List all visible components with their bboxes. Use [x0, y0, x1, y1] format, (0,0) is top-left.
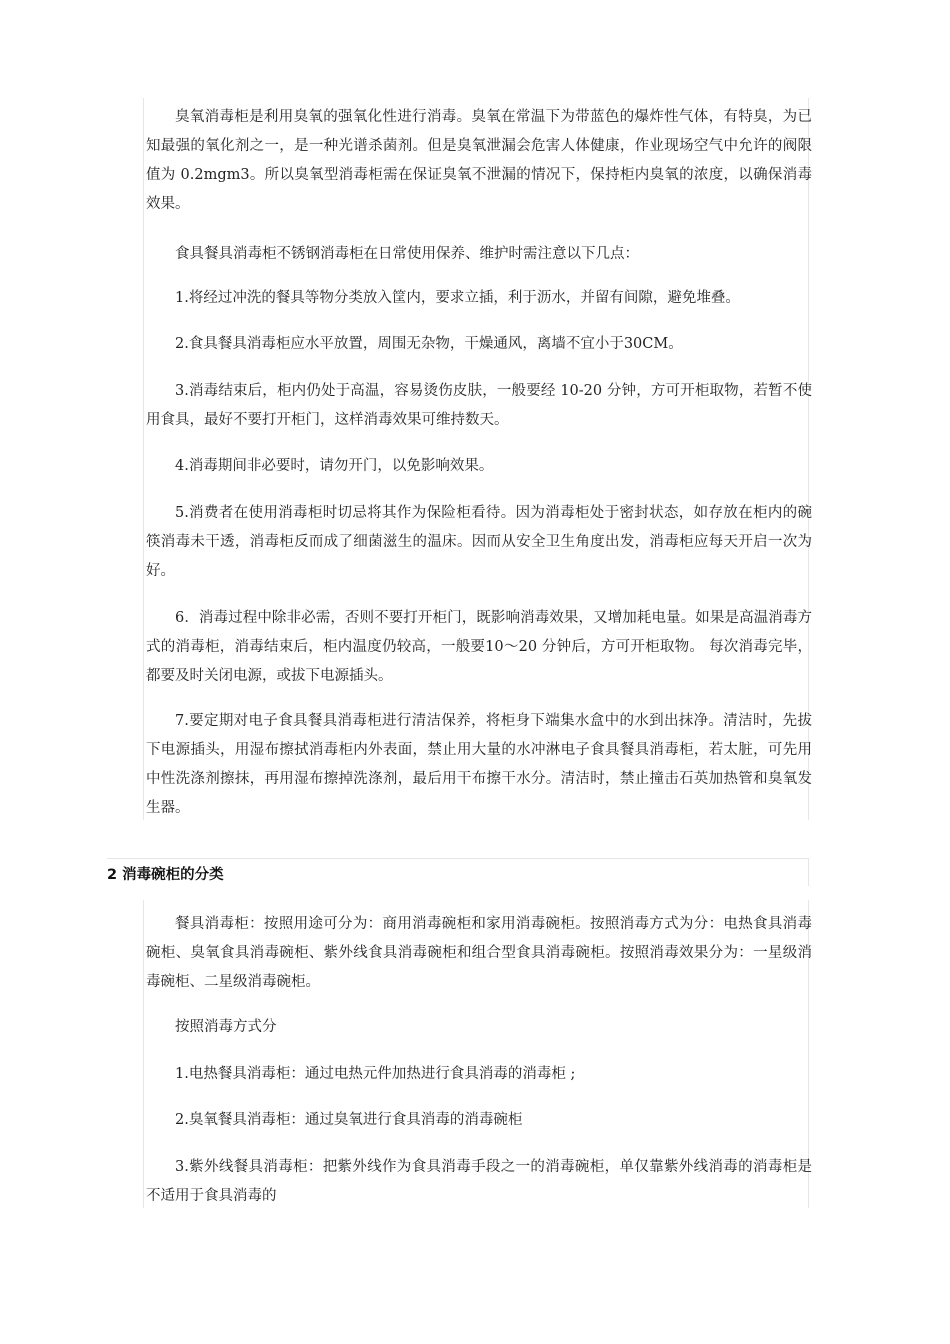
paragraph-item-2: 2.食具餐具消毒柜应水平放置，周围无杂物，干燥通风，离墙不宜小于30CM。	[175, 336, 683, 352]
section-divider	[107, 858, 809, 859]
paragraph-item-5: 5.消费者在使用消毒柜时切忌将其作为保险柜看待。因为消毒柜处于密封状态，如存放在柜内的碗筷消毒未干透，消毒柜反而成了细菌滋生的温床。因而从安全卫生角度出发，消毒柜应每天开启一次为好。	[146, 505, 812, 579]
paragraph-classification-intro: 餐具消毒柜：按照用途可分为：商用消毒碗柜和家用消毒碗柜。按照消毒方式为分：电热食具消毒碗柜、臭氧食具消毒碗柜、紫外线食具消毒碗柜和组合型食具消毒碗柜。按照消毒效果分为：一星级消毒碗柜、二星级消毒碗柜。	[146, 916, 812, 990]
paragraph-type-3: 3.紫外线餐具消毒柜：把紫外线作为食具消毒手段之一的消毒碗柜，单仅靠紫外线消毒的消毒柜是不适用于食具消毒的	[146, 1159, 812, 1204]
right-border-heading	[808, 858, 809, 886]
left-border-top	[143, 98, 144, 820]
paragraph-item-3: 3.消毒结束后，柜内仍处于高温，容易烫伤皮肤，一般要经 10-20 分钟，方可开柜取物，若暂不使用食具，最好不要打开柜门，这样消毒效果可维持数天。	[146, 383, 812, 428]
paragraph-item-1: 1.将经过冲洗的餐具等物分类放入筐内，要求立插，利于沥水，并留有间隙，避免堆叠。	[175, 290, 740, 306]
paragraph-item-4: 4.消毒期间非必要时，请勿开门，以免影响效果。	[175, 458, 494, 474]
paragraph-type-2: 2.臭氧餐具消毒柜：通过臭氧进行食具消毒的消毒碗柜	[175, 1112, 523, 1128]
paragraph-ozone-intro: 臭氧消毒柜是利用臭氧的强氧化性进行消毒。臭氧在常温下为带蓝色的爆炸性气体，有特臭，为已知最强的氧化剂之一，是一种光谱杀菌剂。但是臭氧泄漏会危害人体健康，作业现场空气中允许的阀限值为 0.2mgm3。所以臭氧型消毒柜需在保证臭氧不泄漏的情况下，保持柜内臭氧的浓度，以确保消毒效果。	[146, 109, 812, 212]
paragraph-by-method: 按照消毒方式分	[175, 1019, 277, 1035]
paragraph-item-6: 6．消毒过程中除非必需，否则不要打开柜门，既影响消毒效果，又增加耗电量。如果是高温消毒方式的消毒柜，消毒结束后，柜内温度仍较高，一般要10～20 分钟后，方可开柜取物。 每次消毒完毕，都要及时关闭电源，或拔下电源插头。	[146, 610, 812, 684]
paragraph-item-7: 7.要定期对电子食具餐具消毒柜进行清洁保养，将柜身下端集水盒中的水到出抹净。清洁时，先拔下电源插头，用湿布擦拭消毒柜内外表面，禁止用大量的水冲淋电子食具餐具消毒柜，若太脏，可先用中性洗涤剂擦抹，再用湿布擦掉洗涤剂，最后用干布擦干水分。清洁时，禁止撞击石英加热管和臭氧发生器。	[146, 713, 812, 816]
paragraph-maintenance-intro: 食具餐具消毒柜不锈钢消毒柜在日常使用保养、维护时需注意以下几点：	[175, 246, 639, 262]
section-heading: 2 消毒碗柜的分类	[107, 867, 224, 883]
paragraph-type-1: 1.电热餐具消毒柜：通过电热元件加热进行食具消毒的消毒柜 ;	[175, 1066, 576, 1082]
left-border-bottom	[143, 900, 144, 1208]
